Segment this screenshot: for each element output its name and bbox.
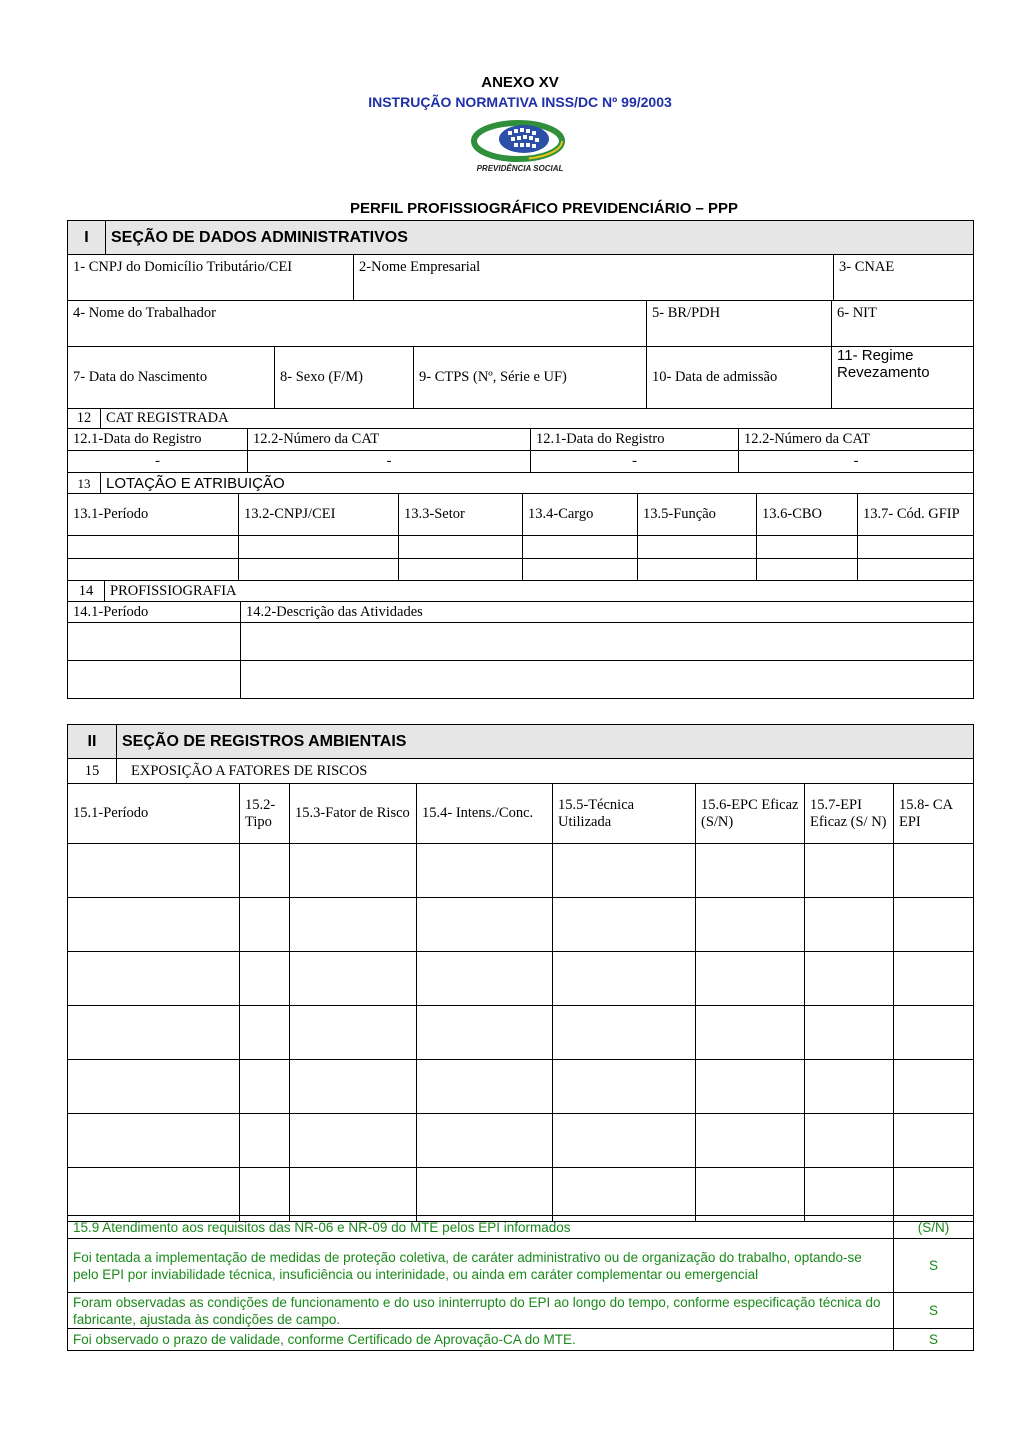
risk-period-header: 15.1-Período xyxy=(68,784,240,844)
cell[interactable] xyxy=(68,623,241,661)
cell[interactable] xyxy=(757,559,858,581)
table-row xyxy=(68,1006,974,1060)
section2-number: II xyxy=(68,725,117,759)
cell[interactable] xyxy=(894,952,974,1006)
cell[interactable] xyxy=(805,1006,894,1060)
cell[interactable] xyxy=(290,952,417,1006)
cell[interactable] xyxy=(68,661,241,699)
exposure-number: 15 xyxy=(68,759,117,784)
risk-epi-header: 15.7-EPI Eficaz (S/ N) xyxy=(805,784,894,844)
logo-text: PREVIDÊNCIA SOCIAL xyxy=(476,164,564,173)
requirement-validity: Foi observado o prazo de validade, conforme Certificado de Aprovação-CA do MTE. xyxy=(68,1329,894,1351)
cell[interactable] xyxy=(290,1006,417,1060)
cell[interactable] xyxy=(417,1006,553,1060)
cell[interactable] xyxy=(240,1168,290,1222)
cell[interactable] xyxy=(894,1114,974,1168)
cell[interactable] xyxy=(894,844,974,898)
cell[interactable] xyxy=(894,1006,974,1060)
lotacao-grid xyxy=(67,493,974,581)
cell[interactable] xyxy=(894,898,974,952)
risk-epc-header: 15.6-EPC Eficaz (S/N) xyxy=(696,784,805,844)
requirement-collective-protection-value[interactable]: S xyxy=(894,1239,974,1293)
cell[interactable] xyxy=(553,1168,696,1222)
cell[interactable] xyxy=(553,844,696,898)
requirements-title: 15.9 Atendimento aos requisitos das NR-06 e NR-09 do MTE pelos EPI informados xyxy=(68,1216,894,1239)
cell[interactable] xyxy=(417,898,553,952)
table-row xyxy=(68,661,974,699)
cell[interactable] xyxy=(417,1114,553,1168)
cell[interactable] xyxy=(638,559,757,581)
cell[interactable] xyxy=(696,952,805,1006)
cell[interactable] xyxy=(290,1060,417,1114)
cell[interactable] xyxy=(696,898,805,952)
cell[interactable] xyxy=(858,536,974,559)
instruction-subtitle: INSTRUÇÃO NORMATIVA INSS/DC Nº 99/2003 xyxy=(368,94,672,110)
requirement-validity-value[interactable]: S xyxy=(894,1329,974,1351)
profissiografia-description-header: 14.2-Descrição das Atividades xyxy=(241,602,974,623)
field-br-pdh[interactable]: 5- BR/PDH xyxy=(647,301,832,347)
cell[interactable] xyxy=(894,1168,974,1222)
cell[interactable] xyxy=(68,559,239,581)
cell[interactable] xyxy=(696,1168,805,1222)
cell[interactable] xyxy=(553,952,696,1006)
admin-fields-row2 xyxy=(67,300,974,347)
cell[interactable] xyxy=(68,1168,240,1222)
field-ctps[interactable]: 9- CTPS (Nº, Série e UF) xyxy=(414,347,647,409)
annex-title: ANEXO XV xyxy=(481,74,559,91)
cell[interactable] xyxy=(417,844,553,898)
lotacao-function-header: 13.5-Função xyxy=(638,494,757,536)
cell[interactable] xyxy=(696,1006,805,1060)
cell[interactable] xyxy=(805,1168,894,1222)
lotacao-gfip-header: 13.7- Cód. GFIP xyxy=(858,494,974,536)
exposure-title: EXPOSIÇÃO A FATORES DE RISCOS xyxy=(117,759,974,784)
field-company-name[interactable]: 2-Nome Empresarial xyxy=(354,255,834,301)
cat-number: 12 xyxy=(68,409,101,429)
cell[interactable] xyxy=(696,844,805,898)
admin-fields xyxy=(67,254,974,301)
cat-number-2-label: 12.2-Número da CAT xyxy=(739,429,974,451)
epi-requirements xyxy=(67,1215,974,1351)
field-nit[interactable]: 6- NIT xyxy=(832,301,974,347)
lotacao-cbo-header: 13.6-CBO xyxy=(757,494,858,536)
cell[interactable] xyxy=(805,844,894,898)
cat-date-1-value[interactable]: - xyxy=(68,451,248,473)
cell[interactable] xyxy=(553,898,696,952)
requirement-collective-protection: Foi tentada a implementação de medidas de proteção coletiva, de caráter administrativo ou de organização do trabalho, optando-se pelo EPI por inviabilidade técnica, insuficiência ou interinidade, ou ainda em caráter complementar ou emergencial xyxy=(68,1239,894,1293)
field-birth-date[interactable]: 7- Data do Nascimento xyxy=(68,347,275,409)
risk-type-header: 15.2- Tipo xyxy=(240,784,290,844)
field-worker-name[interactable]: 4- Nome do Trabalhador xyxy=(68,301,647,347)
cell[interactable] xyxy=(553,1114,696,1168)
field-cnpj[interactable]: 1- CNPJ do Domicílio Tributário/CEI xyxy=(68,255,354,301)
section2-title: SEÇÃO DE REGISTROS AMBIENTAIS xyxy=(117,725,974,759)
cell[interactable] xyxy=(553,1006,696,1060)
profissiografia-title: PROFISSIOGRAFIA xyxy=(105,581,974,602)
cell[interactable] xyxy=(858,559,974,581)
cat-date-1-label: 12.1-Data do Registro xyxy=(68,429,248,451)
cell[interactable] xyxy=(68,844,240,898)
risk-technique-header: 15.5-Técnica Utilizada xyxy=(553,784,696,844)
cell[interactable] xyxy=(68,1114,240,1168)
cell[interactable] xyxy=(290,1168,417,1222)
profissiografia-grid xyxy=(67,601,974,699)
cat-fields xyxy=(67,428,974,473)
cat-registrada xyxy=(67,408,974,429)
table-row xyxy=(68,536,974,559)
field-regime[interactable]: 11- Regime Revezamento xyxy=(832,347,974,409)
cat-number-1-value[interactable]: - xyxy=(248,451,531,473)
cell[interactable] xyxy=(417,952,553,1006)
profissiografia-period-header: 14.1-Período xyxy=(68,602,241,623)
table-row xyxy=(68,844,974,898)
lotacao-atribuicao xyxy=(67,472,974,494)
field-cnae[interactable]: 3- CNAE xyxy=(834,255,974,301)
lotacao-number: 13 xyxy=(68,473,101,494)
lotacao-sector-header: 13.3-Setor xyxy=(399,494,523,536)
cell[interactable] xyxy=(290,898,417,952)
table-row xyxy=(68,1114,974,1168)
admin-fields-row3 xyxy=(67,346,974,409)
cell[interactable] xyxy=(241,661,974,699)
cell[interactable] xyxy=(240,844,290,898)
cell[interactable] xyxy=(68,1006,240,1060)
table-row xyxy=(68,898,974,952)
requirement-operating-conditions: Foram observadas as condições de funcionamento e do uso ininterrupto do EPI ao longo do tempo, conforme especificação técnica do fabricante, ajustada às condições de campo. xyxy=(68,1293,894,1329)
cell[interactable] xyxy=(240,952,290,1006)
cat-date-2-label: 12.1-Data do Registro xyxy=(531,429,739,451)
cell[interactable] xyxy=(805,1114,894,1168)
cell[interactable] xyxy=(638,536,757,559)
cell[interactable] xyxy=(290,1114,417,1168)
cell[interactable] xyxy=(240,898,290,952)
cell[interactable] xyxy=(399,559,523,581)
field-sex[interactable]: 8- Sexo (F/M) xyxy=(275,347,414,409)
cell[interactable] xyxy=(805,898,894,952)
risk-intensity-header: 15.4- Intens./Conc. xyxy=(417,784,553,844)
risk-factor-header: 15.3-Fator de Risco xyxy=(290,784,417,844)
lotacao-title: LOTAÇÃO E ATRIBUIÇÃO xyxy=(101,473,974,494)
cell[interactable] xyxy=(894,1060,974,1114)
lotacao-cnpj-header: 13.2-CNPJ/CEI xyxy=(239,494,399,536)
cat-date-2-value[interactable]: - xyxy=(531,451,739,473)
section1-title: SEÇÃO DE DADOS ADMINISTRATIVOS xyxy=(106,221,974,255)
cell[interactable] xyxy=(290,844,417,898)
cell[interactable] xyxy=(696,1114,805,1168)
cell[interactable] xyxy=(523,536,638,559)
lotacao-role-header: 13.4-Cargo xyxy=(523,494,638,536)
cell[interactable] xyxy=(757,536,858,559)
cell[interactable] xyxy=(417,1168,553,1222)
table-row xyxy=(68,623,974,661)
cell[interactable] xyxy=(523,559,638,581)
table-row xyxy=(68,559,974,581)
cell[interactable] xyxy=(241,623,974,661)
cell[interactable] xyxy=(68,536,239,559)
section-administrative-data xyxy=(67,220,974,255)
risk-factors-grid xyxy=(67,783,974,1222)
lotacao-period-header: 13.1-Período xyxy=(68,494,239,536)
table-row xyxy=(68,1168,974,1222)
document-title: PERFIL PROFISSIOGRÁFICO PREVIDENCIÁRIO – PPP xyxy=(349,200,739,217)
field-admission-date[interactable]: 10- Data de admissão xyxy=(647,347,832,409)
cell[interactable] xyxy=(68,898,240,952)
section-environmental-records xyxy=(67,724,974,784)
cell[interactable] xyxy=(68,952,240,1006)
cat-number-1-label: 12.2-Número da CAT xyxy=(248,429,531,451)
cell[interactable] xyxy=(399,536,523,559)
cell[interactable] xyxy=(805,1060,894,1114)
profissiografia xyxy=(67,580,974,602)
cell[interactable] xyxy=(240,1114,290,1168)
table-row xyxy=(68,952,974,1006)
requirements-sn-header: (S/N) xyxy=(894,1216,974,1239)
cat-title: CAT REGISTRADA xyxy=(101,409,974,429)
logo-graphic-icon xyxy=(452,113,588,175)
cell[interactable] xyxy=(68,1060,240,1114)
table-row xyxy=(68,1060,974,1114)
cell[interactable] xyxy=(417,1060,553,1114)
profissiografia-number: 14 xyxy=(68,581,105,602)
cell[interactable] xyxy=(240,1006,290,1060)
previdencia-social-logo xyxy=(452,113,588,175)
cell[interactable] xyxy=(240,1060,290,1114)
requirement-operating-conditions-value[interactable]: S xyxy=(894,1293,974,1329)
section1-number: I xyxy=(68,221,106,255)
cell[interactable] xyxy=(553,1060,696,1114)
cell[interactable] xyxy=(805,952,894,1006)
cat-number-2-value[interactable]: - xyxy=(739,451,974,473)
risk-ca-epi-header: 15.8- CA EPI xyxy=(894,784,974,844)
cell[interactable] xyxy=(696,1060,805,1114)
cell[interactable] xyxy=(239,559,399,581)
cell[interactable] xyxy=(239,536,399,559)
